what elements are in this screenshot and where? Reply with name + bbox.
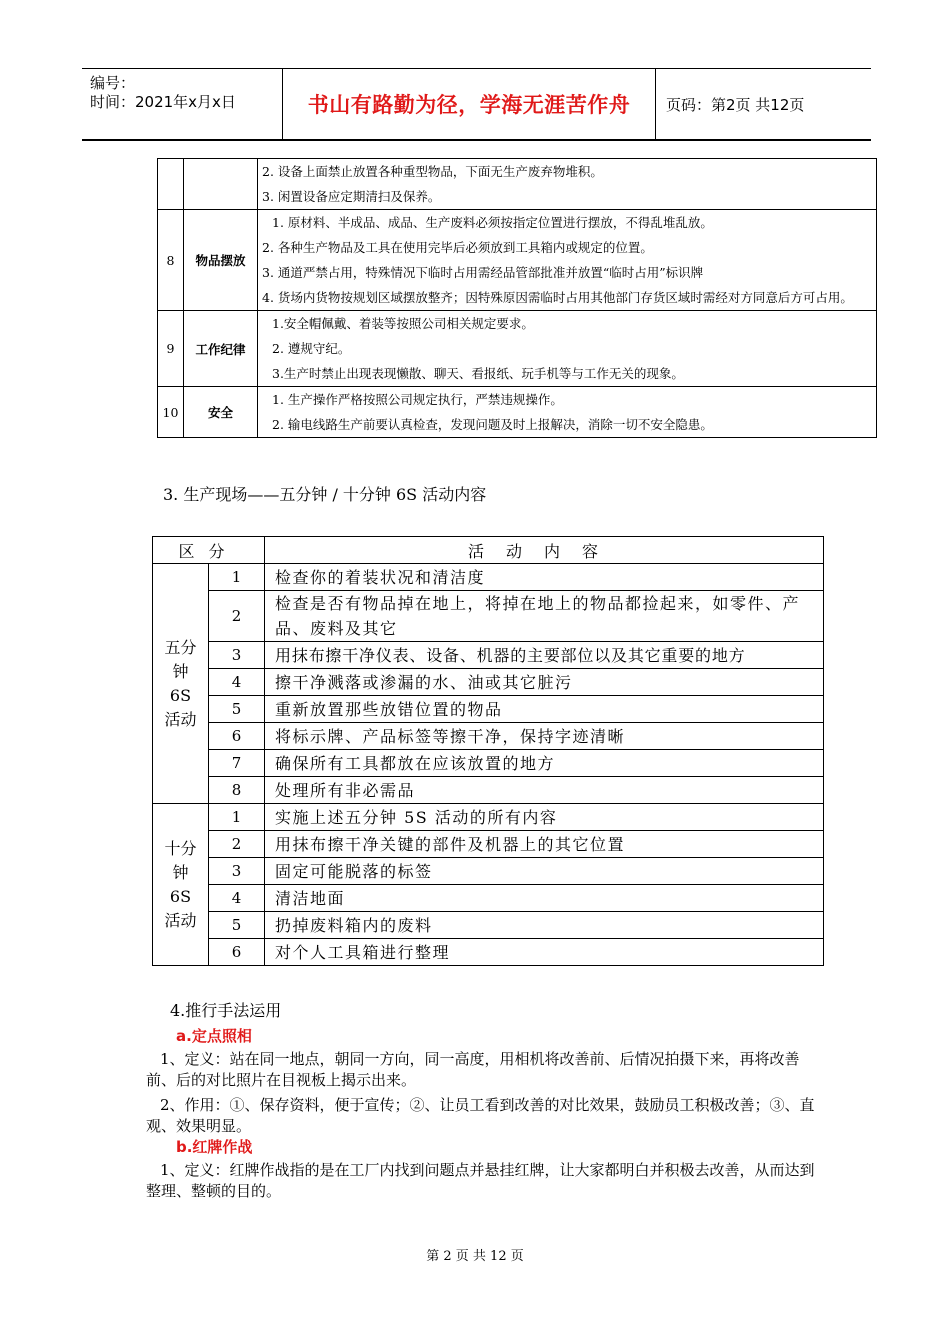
group-label-five-minute [153, 564, 209, 804]
item-text: 检查你的着装状况和清洁度 [265, 564, 824, 591]
row-number: 9 [158, 311, 184, 387]
item-index: 6 [209, 939, 265, 966]
group-label-line: 钟 [172, 661, 189, 681]
item-index: 1 [209, 564, 265, 591]
row-content [258, 210, 877, 311]
table-row [153, 858, 824, 885]
table-row [153, 669, 824, 696]
header-left-cell [82, 69, 283, 139]
item-index: 5 [209, 912, 265, 939]
header-page-cell [656, 69, 871, 139]
page-header [82, 68, 871, 141]
page-info: 页码：第2页 共12页 [666, 95, 805, 114]
item-index: 3 [209, 858, 265, 885]
item-index: 5 [209, 696, 265, 723]
group-label-ten-minute [153, 804, 209, 966]
table-row [153, 912, 824, 939]
subsection-a-title: a.定点照相 [176, 1027, 252, 1045]
group-label-line: 十分 [164, 838, 197, 858]
item-text: 确保所有工具都放在应该放置的地方 [265, 750, 824, 777]
item-index: 4 [209, 885, 265, 912]
motto: 书山有路勤为径，学海无涯苦作舟 [307, 93, 631, 117]
group-label-line: 6S [169, 886, 192, 906]
table-row [153, 804, 824, 831]
table-row [153, 831, 824, 858]
row-content [258, 387, 877, 438]
paragraph-a-definition: 1、定义：站在同一地点，朝同一方向，同一高度，用相机将改善前、后情况拍摄下来，再将改善前、后的对比照片在目视板上揭示出来。 [146, 1050, 800, 1089]
rule-line: 1.安全帽佩戴、着装等按照公司相关规定要求。 [272, 316, 534, 331]
row-number [158, 159, 184, 210]
rule-line: 3. 通道严禁占用，特殊情况下临时占用需经品管部批准并放置“临时占用”标识牌 [262, 265, 704, 280]
rule-line: 3.生产时禁止出现表现懒散、聊天、看报纸、玩手机等与工作无关的现象。 [272, 366, 684, 381]
item-text: 用抹布擦干净关键的部件及机器上的其它位置 [265, 831, 824, 858]
six-s-activity-table [152, 536, 824, 966]
item-text: 检查是否有物品掉在地上，将掉在地上的物品都捡起来，如零件、产品、废料及其它 [265, 591, 824, 642]
item-index: 2 [209, 591, 265, 642]
table-row [153, 750, 824, 777]
group-label-line: 钟 [172, 862, 189, 882]
table-row [153, 939, 824, 966]
rule-line: 1. 生产操作严格按照公司规定执行，严禁违规操作。 [272, 392, 563, 407]
row-content [258, 159, 877, 210]
row-content [258, 311, 877, 387]
rule-line: 2. 遵规守纪。 [272, 341, 351, 356]
section-4-title: 4.推行手法运用 [170, 1001, 282, 1020]
item-text: 对个人工具箱进行整理 [265, 939, 824, 966]
rules-table [157, 158, 877, 438]
table-row [153, 777, 824, 804]
table-header-row [153, 537, 824, 564]
row-category: 安全 [184, 387, 258, 438]
table-row [153, 885, 824, 912]
row-category: 物品摆放 [184, 210, 258, 311]
code-label: 编号： [90, 74, 136, 92]
item-index: 3 [209, 642, 265, 669]
item-text: 扔掉废料箱内的废料 [265, 912, 824, 939]
row-category: 工作纪律 [184, 311, 258, 387]
header-motto-cell [283, 69, 656, 139]
header-division: 区分 [153, 537, 265, 564]
item-text: 处理所有非必需品 [265, 777, 824, 804]
item-text: 用抹布擦干净仪表、设备、机器的主要部位以及其它重要的地方 [265, 642, 824, 669]
table-row [158, 387, 877, 438]
table-row [153, 723, 824, 750]
item-index: 4 [209, 669, 265, 696]
header-activity: 活动内容 [265, 537, 824, 564]
group-label-line: 活动 [164, 709, 197, 729]
item-index: 2 [209, 831, 265, 858]
table-row [153, 591, 824, 642]
item-index: 6 [209, 723, 265, 750]
rule-line: 4. 货场内货物按规划区域摆放整齐；因特殊原因需临时占用其他部门存货区域时需经对方同意后方可占用。 [262, 290, 853, 305]
page-footer: 第 2 页 共 12 页 [426, 1249, 524, 1264]
time-label: 时间：2021年x月x日 [90, 93, 236, 111]
table-row [153, 642, 824, 669]
item-text: 固定可能脱落的标签 [265, 858, 824, 885]
group-label-line: 五分 [164, 637, 197, 657]
group-label-line: 活动 [164, 910, 197, 930]
rule-line: 2. 设备上面禁止放置各种重型物品，下面无生产废弃物堆积。 [262, 164, 603, 179]
table-row [158, 311, 877, 387]
rule-line: 2. 各种生产物品及工具在使用完毕后必须放到工具箱内或规定的位置。 [262, 240, 653, 255]
item-index: 8 [209, 777, 265, 804]
row-number: 8 [158, 210, 184, 311]
item-index: 1 [209, 804, 265, 831]
paragraph-a-usage: 2、作用：①、保存资料，便于宣传；②、让员工看到改善的对比效果，鼓励员工积极改善；③、直观、效果明显。 [146, 1096, 815, 1135]
row-number: 10 [158, 387, 184, 438]
item-text: 实施上述五分钟 5S 活动的所有内容 [265, 804, 824, 831]
group-label-line: 6S [169, 685, 192, 705]
table-row [158, 210, 877, 311]
section-3-title: 3. 生产现场——五分钟 / 十分钟 6S 活动内容 [163, 485, 487, 504]
item-text: 清洁地面 [265, 885, 824, 912]
subsection-b-title: b.红牌作战 [176, 1138, 253, 1156]
paragraph-b-definition: 1、定义：红牌作战指的是在工厂内找到问题点并悬挂红牌，让大家都明白并积极去改善，从而达到整理、整顿的目的。 [146, 1161, 815, 1200]
table-row [153, 696, 824, 723]
item-text: 重新放置那些放错位置的物品 [265, 696, 824, 723]
item-text: 擦干净溅落或渗漏的水、油或其它脏污 [265, 669, 824, 696]
item-text: 将标示牌、产品标签等擦干净，保持字迹清晰 [265, 723, 824, 750]
table-row [158, 159, 877, 210]
table-row [153, 564, 824, 591]
rule-line: 2. 输电线路生产前要认真检查，发现问题及时上报解决，消除一切不安全隐患。 [272, 417, 713, 432]
rule-line: 1. 原材料、半成品、成品、生产废料必须按指定位置进行摆放，不得乱堆乱放。 [272, 215, 713, 230]
rule-line: 3. 闲置设备应定期清扫及保养。 [262, 189, 441, 204]
item-index: 7 [209, 750, 265, 777]
row-category [184, 159, 258, 210]
